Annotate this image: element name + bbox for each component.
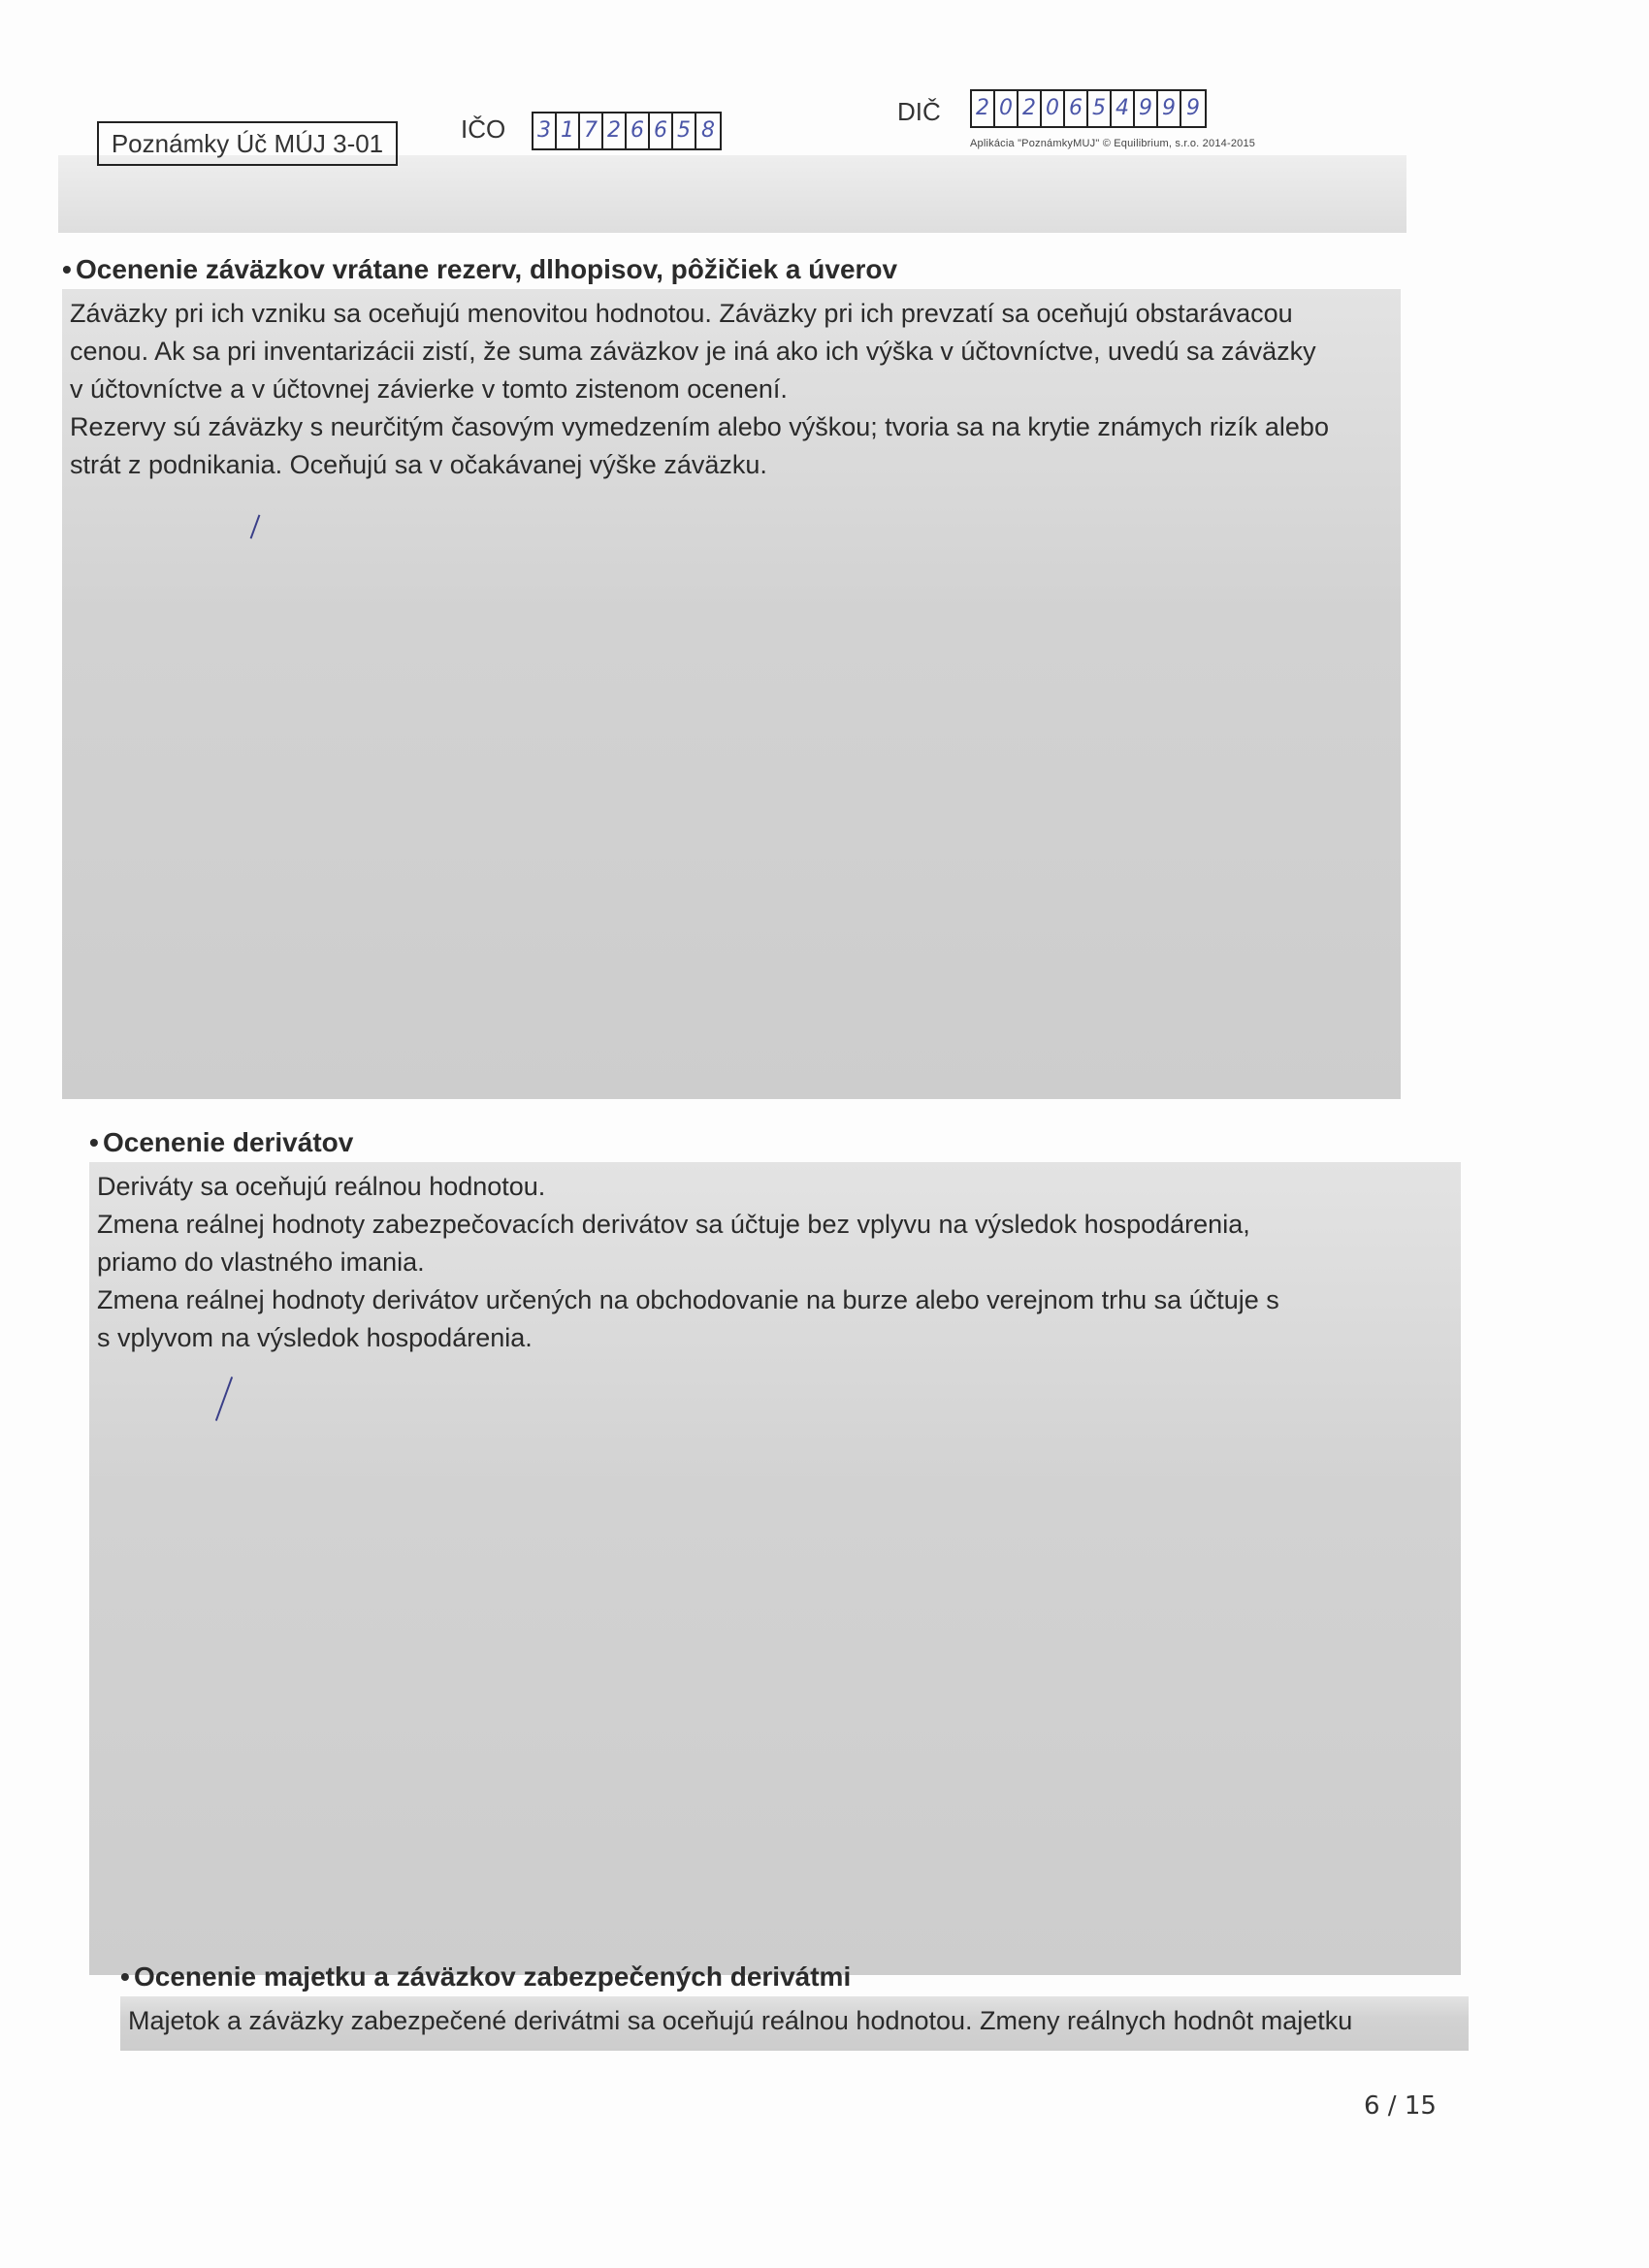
page-number: 6 / 15 [1364,2091,1437,2121]
section-title [89,1127,1461,1158]
text-line: Zmena reálnej hodnoty derivátov určených na obchodovanie na burze alebo verejnom trhu sa účtuje s [97,1285,1279,1314]
section-title-text: Ocenenie derivátov [103,1127,354,1157]
dic-digit: 4 [1112,91,1135,126]
ico-digit: 5 [673,113,696,148]
text-line: v účtovníctve a v účtovnej závierke v tomto zistenom ocenení. [70,374,788,404]
section-liabilities-valuation [62,254,1401,1099]
text-line: s vplyvom na výsledok hospodárenia. [97,1323,533,1352]
section-hedged-assets-valuation [120,1961,1469,2051]
text-line: Zmena reálnej hodnoty zabezpečovacích derivátov sa účtuje bez vplyvu na výsledok hospodárenia, [97,1210,1250,1239]
text-line: cenou. Ak sa pri inventarizácii zistí, že suma záväzkov je iná ako ich výška v účtovníctve, uvedú sa záväzky [70,337,1316,366]
section-title-text: Ocenenie záväzkov vrátane rezerv, dlhopisov, pôžičiek a úverov [76,254,898,284]
ico-digit: 7 [580,113,603,148]
ico-digit: 8 [701,118,715,143]
section-title [62,254,1401,285]
text-line: Majetok a záväzky zabezpečené derivátmi sa oceňujú reálnou hodnotou. Zmeny reálnych hodnôt majetku [128,2006,1353,2035]
text-line: priamo do vlastného imania. [97,1247,425,1277]
dic-digit: 2 [1018,91,1042,126]
dic-digit: 0 [1042,91,1065,126]
page-header [0,0,1649,194]
section-derivatives-valuation [89,1127,1461,1975]
bullet-icon: • [89,1127,99,1157]
section-body [89,1162,1461,1975]
ico-digit: 2 [603,113,627,148]
text-line: Záväzky pri ich vzniku sa oceňujú menovitou hodnotou. Záväzky pri ich prevzatí sa oceňujú obstarávacou [70,299,1293,328]
dic-digit-boxes [970,89,1207,128]
dic-digit: 5 [1088,91,1112,126]
dic-digit: 9 [1158,91,1181,126]
header-band [58,155,1406,233]
form-code-box: Poznámky Úč MÚJ 3-01 [97,121,398,166]
text-line: Rezervy sú záväzky s neurčitým časovým vymedzením alebo výškou; tvoria sa na krytie známych rizík alebo [70,412,1329,441]
ico-digit: 3 [534,113,557,148]
dic-digit: 9 [1135,91,1158,126]
ico-digit-boxes [532,112,722,150]
bullet-icon: • [120,1961,130,1992]
dic-digit: 2 [972,91,995,126]
dic-label: DIČ [897,97,941,126]
application-credit: Aplikácia "PoznámkyMUJ" © Equilibrium, s.r.o. 2014-2015 [970,138,1256,149]
dic-digit: 0 [995,91,1018,126]
bullet-icon: • [62,254,72,284]
ico-digit: 6 [627,113,650,148]
dic-digit: 9 [1186,96,1200,120]
dic-digit: 6 [1065,91,1088,126]
ico-digit: 6 [650,113,673,148]
section-body [120,1996,1469,2051]
section-title-text: Ocenenie majetku a záväzkov zabezpečených derivátmi [134,1961,852,1992]
text-line: strát z podnikania. Oceňujú sa v očakávanej výške záväzku. [70,450,767,479]
section-body [62,289,1401,1099]
ico-digit: 1 [557,113,580,148]
text-line: Deriváty sa oceňujú reálnou hodnotou. [97,1172,546,1201]
section-title [120,1961,1469,1993]
ico-label: IČO [461,114,506,144]
